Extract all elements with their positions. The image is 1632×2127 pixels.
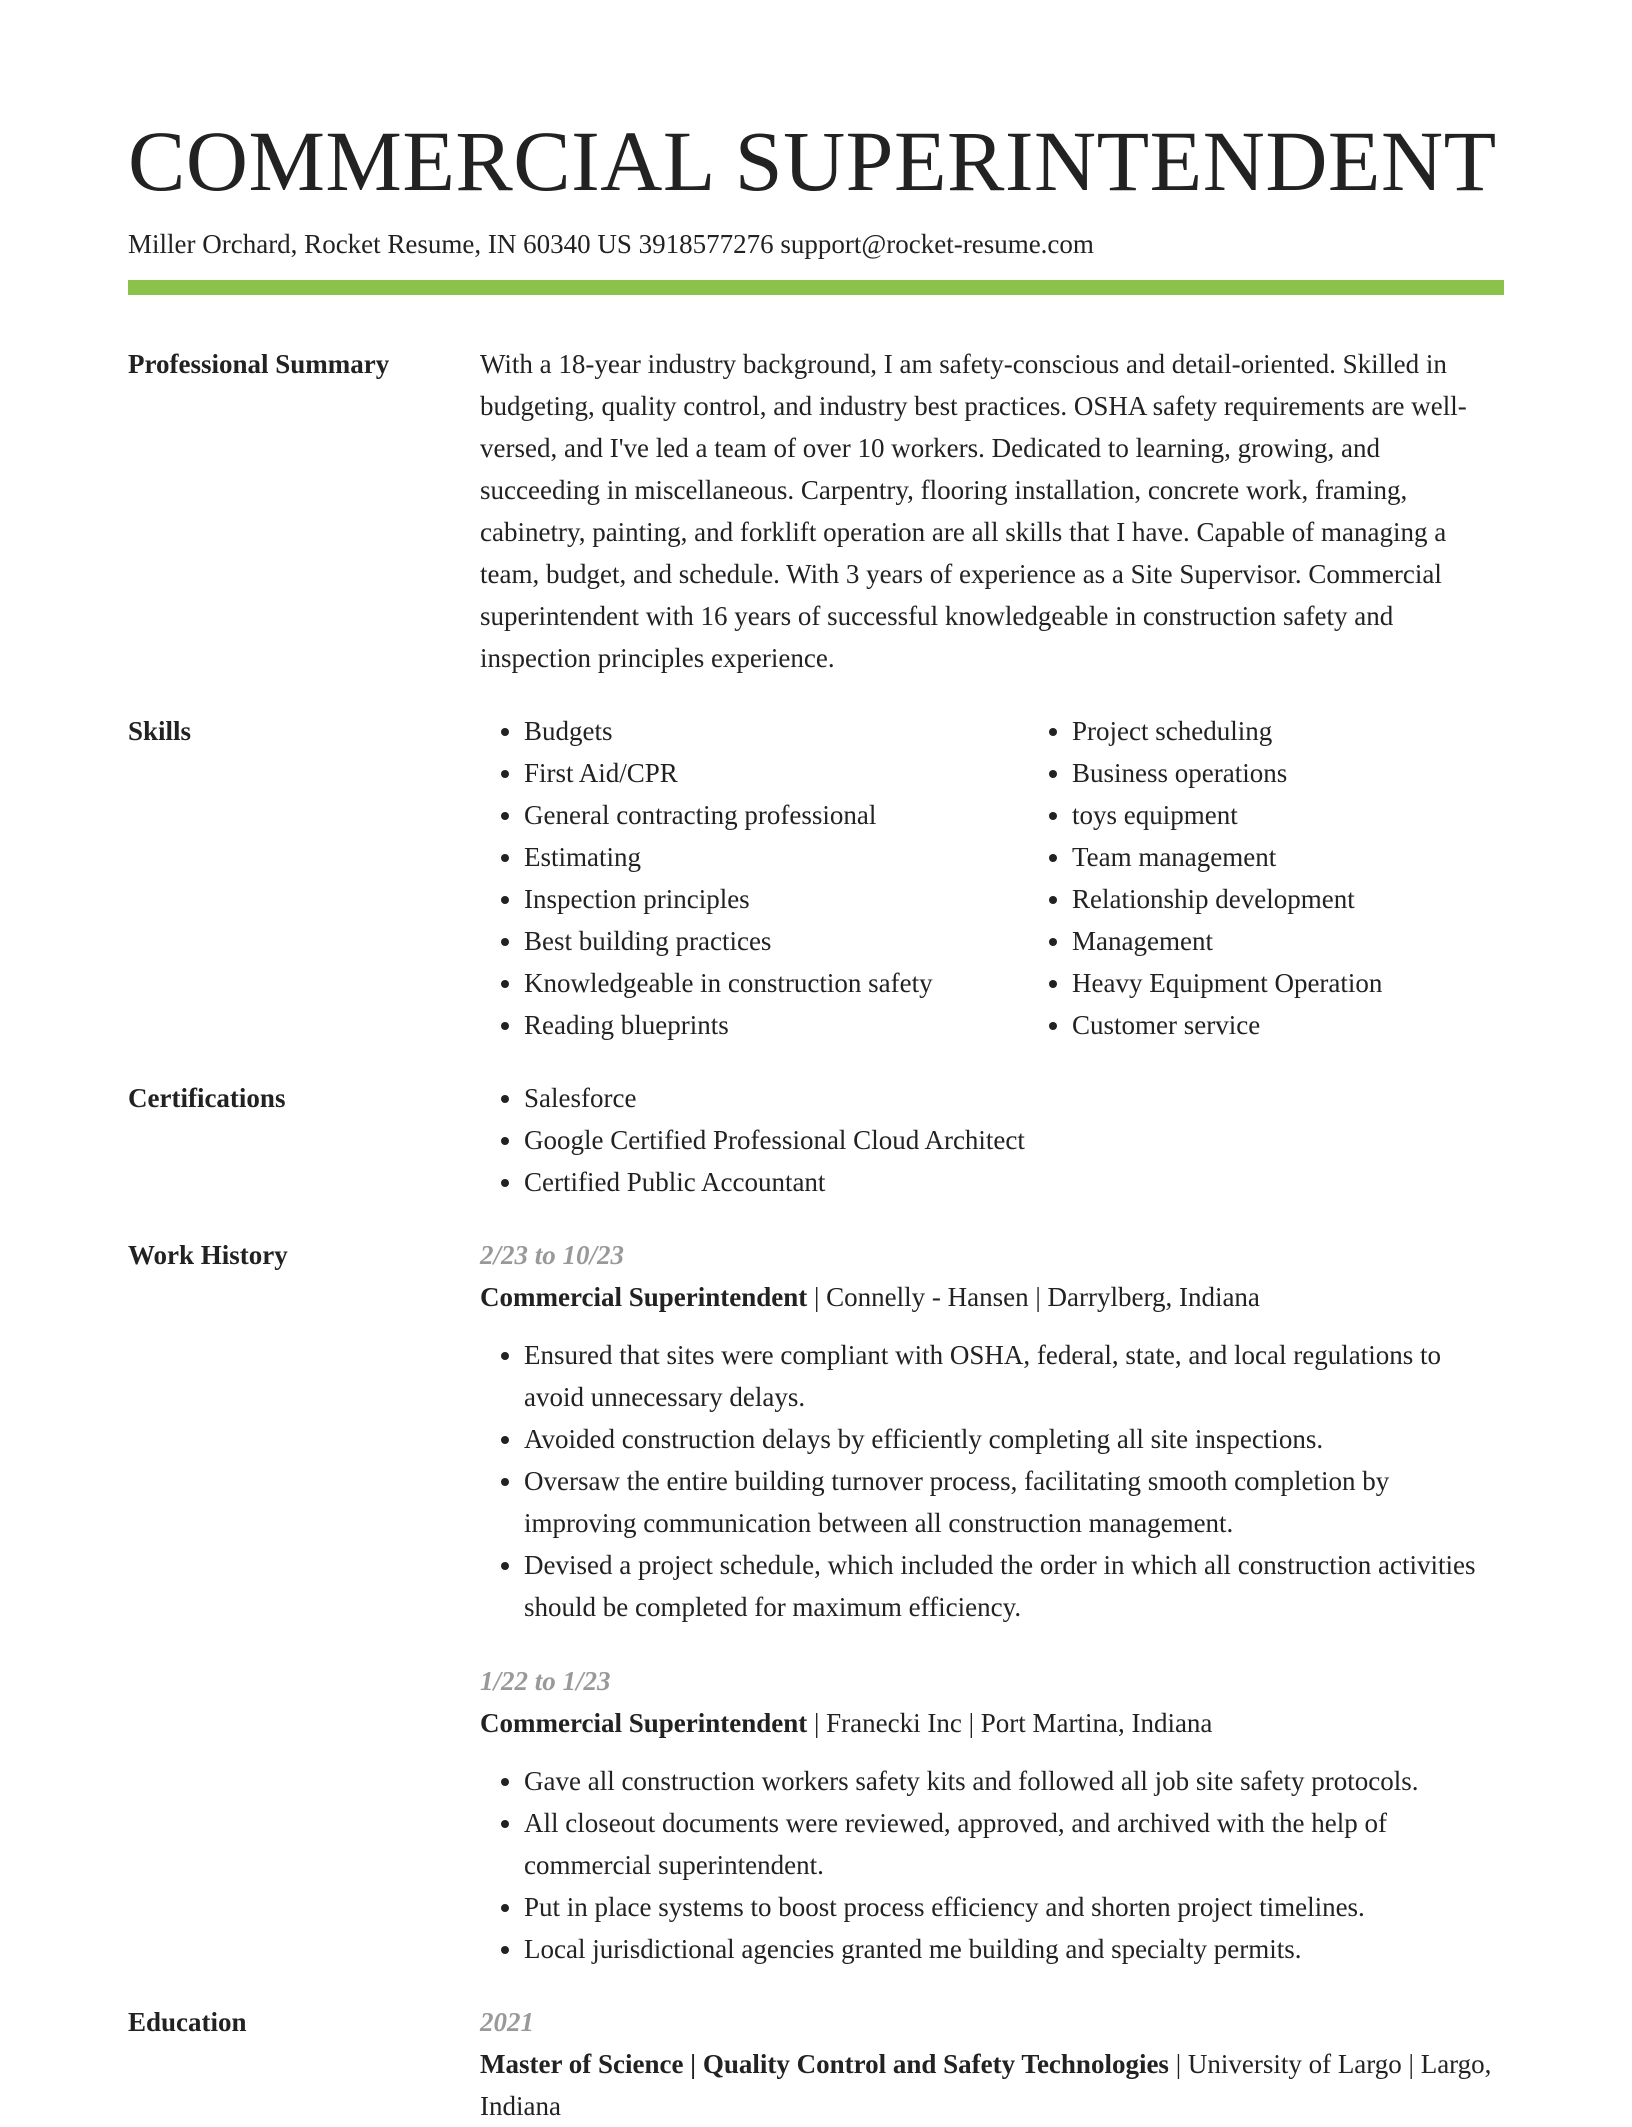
education-section: [128, 2001, 1504, 2127]
job-bullet: • All closeout documents were reviewed, approved, and archived with the help of commercial superintendent.: [524, 1802, 1504, 1886]
job-bullet: • Local jurisdictional agencies granted me building and specialty permits.: [524, 1928, 1504, 1970]
skill-item: • Management: [1072, 920, 1504, 962]
skill-item: • First Aid/CPR: [524, 752, 1028, 794]
resume-page: [128, 0, 1504, 2127]
section-label-certifications: Certifications: [128, 1083, 286, 1114]
skills-section: [128, 710, 1504, 1046]
certification-item: • Certified Public Accountant: [524, 1161, 1504, 1203]
section-label-skills: Skills: [128, 716, 192, 747]
skill-item: • Estimating: [524, 836, 1028, 878]
job-details: | Franecki Inc | Port Martina, Indiana: [807, 1708, 1213, 1739]
skill-item: • Relationship development: [1072, 878, 1504, 920]
job-title: Commercial Superintendent: [480, 1708, 808, 1739]
skill-item: • Business operations: [1072, 752, 1504, 794]
job-title: Commercial Superintendent: [480, 1282, 808, 1313]
job-details: | Connelly - Hansen | Darrylberg, Indiana: [807, 1282, 1260, 1313]
skills-list-right: [1028, 710, 1504, 1046]
job-bullets: [480, 1760, 1504, 1970]
skill-item: • Project scheduling: [1072, 710, 1504, 752]
work-history-section: [128, 1234, 1504, 1970]
job-bullet: • Oversaw the entire building turnover process, facilitating smooth completion by improving communication between all construction management.: [524, 1460, 1504, 1544]
education-degree: Master of Science | Quality Control and Safety Technologies: [480, 2049, 1169, 2080]
skill-item: • Reading blueprints: [524, 1004, 1028, 1046]
job-date: 1/22 to 1/23: [480, 1666, 611, 1697]
skills-list-left: [480, 710, 1028, 1046]
job-entry: [480, 1660, 1504, 1970]
skill-item: • Knowledgeable in construction safety: [524, 962, 1028, 1004]
skill-item: • Heavy Equipment Operation: [1072, 962, 1504, 1004]
skill-item: • General contracting professional: [524, 794, 1028, 836]
job-heading: [480, 1702, 1504, 1744]
skill-item: • toys equipment: [1072, 794, 1504, 836]
job-bullet: • Avoided construction delays by efficiently completing all site inspections.: [524, 1418, 1504, 1460]
work-history-body: [480, 1234, 1504, 1970]
job-entry: [480, 1234, 1504, 1628]
accent-divider: [128, 280, 1504, 295]
skill-item: • Best building practices: [524, 920, 1028, 962]
education-details: | University of Largo | Largo, Indiana: [480, 2049, 1492, 2122]
education-heading: [480, 2043, 1504, 2127]
summary-section: [128, 343, 1504, 679]
certification-item: • Google Certified Professional Cloud Architect: [524, 1119, 1504, 1161]
section-label-education: Education: [128, 2007, 247, 2038]
education-body: [480, 2001, 1504, 2127]
certifications-body: [480, 1077, 1504, 1203]
job-date: 2/23 to 10/23: [480, 1240, 625, 1271]
job-bullet: • Put in place systems to boost process efficiency and shorten project timelines.: [524, 1886, 1504, 1928]
certifications-list: [480, 1077, 1504, 1203]
contact-info: Miller Orchard, Rocket Resume, IN 60340 US 3918577276 support@rocket-resume.com: [128, 229, 1094, 259]
summary-text: With a 18-year industry background, I am safety-conscious and detail-oriented. Skilled in budgeting, quality control, and industry best practices. OSHA safety requirements are well-versed, and I've led a team of over 10 workers. Dedicated to learning, growing, and succeeding in miscellaneous. Carpentry, flooring installation, concrete work, framing, cabinetry, painting, and forklift operation are all skills that I have. Capable of managing a team, budget, and schedule. With 3 years of experience as a Site Supervisor. Commercial superintendent with 16 years of successful knowledgeable in construction safety and inspection principles experience.: [480, 349, 1467, 674]
section-label-work-history: Work History: [128, 1240, 288, 1271]
certification-item: • Salesforce: [524, 1077, 1504, 1119]
skills-body: [480, 710, 1504, 1046]
summary-body: [480, 343, 1504, 679]
resume-title: COMMERCIAL SUPERINTENDENT: [128, 113, 1497, 209]
skill-item: • Inspection principles: [524, 878, 1028, 920]
job-heading: [480, 1276, 1504, 1318]
job-bullet: • Gave all construction workers safety kits and followed all job site safety protocols.: [524, 1760, 1504, 1802]
job-bullet: • Devised a project schedule, which included the order in which all construction activities should be completed for maximum efficiency.: [524, 1544, 1504, 1628]
certifications-section: [128, 1077, 1504, 1203]
section-label-summary: Professional Summary: [128, 349, 390, 380]
job-bullets: [480, 1334, 1504, 1628]
skill-item: • Budgets: [524, 710, 1028, 752]
skill-item: • Team management: [1072, 836, 1504, 878]
job-bullet: • Ensured that sites were compliant with OSHA, federal, state, and local regulations to avoid unnecessary delays.: [524, 1334, 1504, 1418]
skill-item: • Customer service: [1072, 1004, 1504, 1046]
education-date: 2021: [480, 2007, 534, 2038]
